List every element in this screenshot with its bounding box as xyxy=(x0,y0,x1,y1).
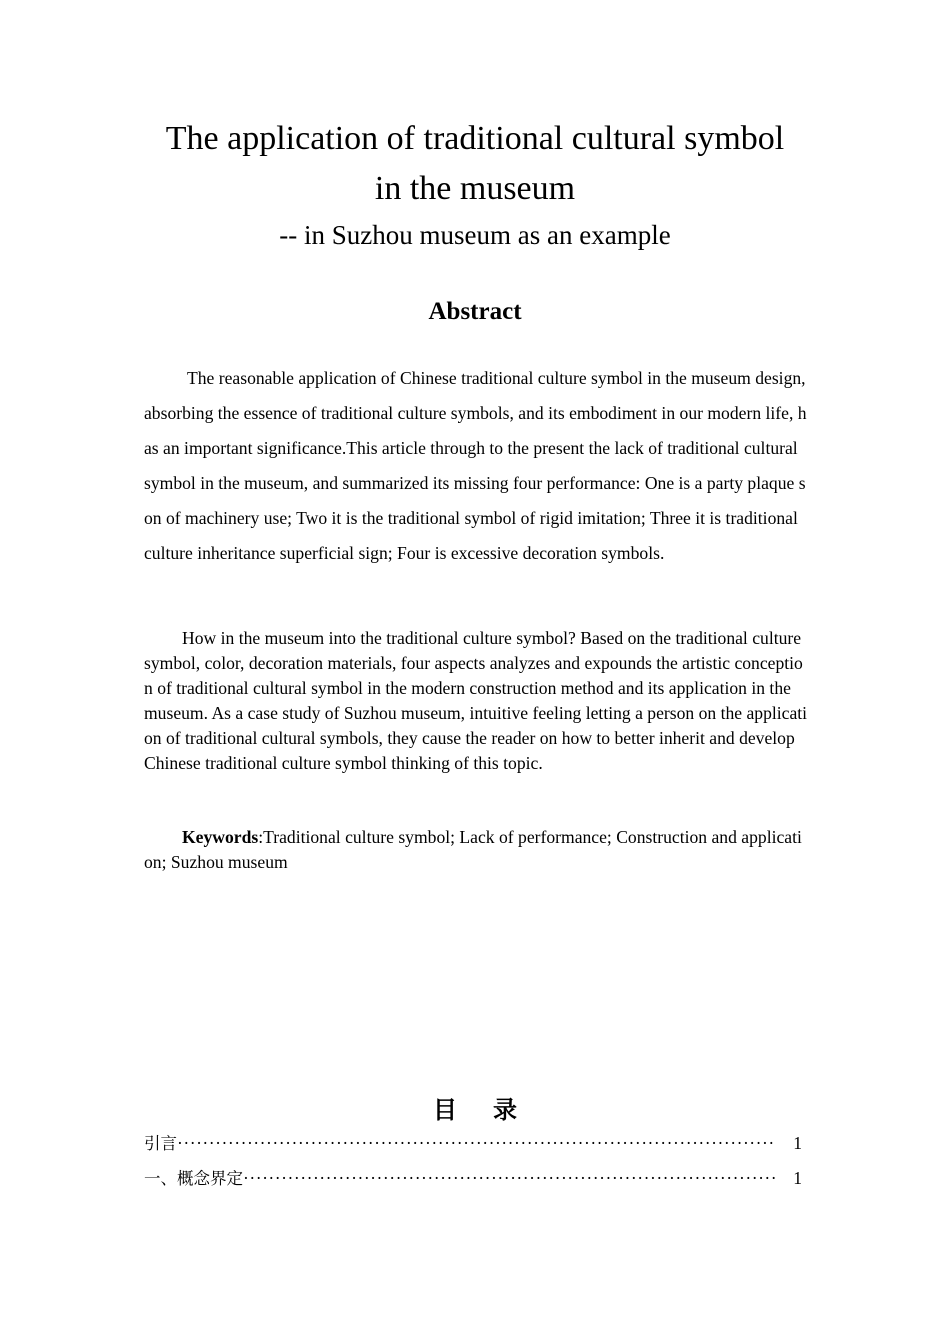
toc-heading: 目录 xyxy=(433,1096,553,1124)
toc-entry-page: 1 xyxy=(793,1133,802,1153)
table-of-contents xyxy=(144,1130,802,1200)
abstract-paragraph-1: The reasonable application of Chinese traditional culture symbol in the museum design, absorbing the essence of traditional culture symbols, and its embodiment in our modern life, has an important significance.This article through to the present the lack of traditional cultural symbol in the museum, and summarized its missing four performance: One is a party plaque son of machinery use; Two it is the traditional symbol of rigid imitation; Three it is traditional culture inheritance superficial sign; Four is excessive decoration symbols. xyxy=(144,368,807,564)
keywords-paragraph xyxy=(144,825,808,875)
keywords-text: :Traditional culture symbol; Lack of performance; Construction and application; Suzhou museum xyxy=(144,827,802,872)
title-line-2: in the museum xyxy=(374,170,576,207)
toc-leader-dots xyxy=(243,1168,776,1189)
toc-entry[interactable] xyxy=(144,1165,802,1200)
paper-subtitle: -- in Suzhou museum as an example xyxy=(279,220,671,250)
paper-title xyxy=(95,114,855,214)
abstract-heading: Abstract xyxy=(428,298,522,325)
toc-entry-page: 1 xyxy=(793,1168,802,1188)
keywords-label: Keywords xyxy=(182,827,259,847)
toc-leader-dots xyxy=(177,1133,776,1154)
abstract-paragraph-2: How in the museum into the traditional culture symbol? Based on the traditional culture symbol, color, decoration materials, four aspects analyzes and expounds the artistic conception of traditional cultural symbol in the modern construction method and its application in the museum. As a case study of Suzhou museum, intuitive feeling letting a person on the application of traditional cultural symbols, they cause the reader on how to better inherit and develop Chinese traditional culture symbol thinking of this topic. xyxy=(144,628,808,773)
toc-entry[interactable] xyxy=(144,1130,802,1165)
title-line-1: The application of traditional cultural symbol xyxy=(165,120,785,157)
toc-entry-label: 引言 xyxy=(144,1134,177,1153)
toc-entry-label: 一、概念界定 xyxy=(144,1169,243,1188)
